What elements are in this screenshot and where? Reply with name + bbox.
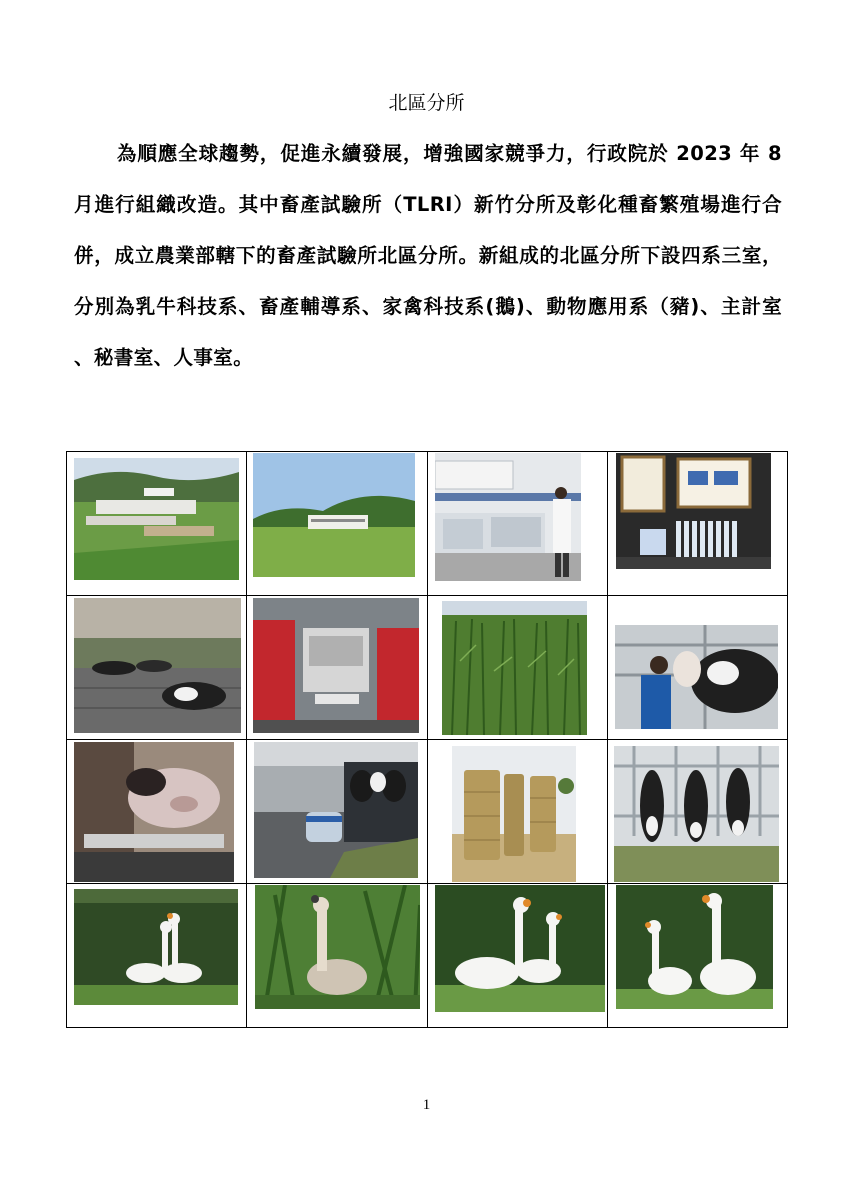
photo-cell: [67, 884, 247, 1028]
photo-cell: [67, 452, 247, 596]
photo-cell: [247, 884, 427, 1028]
body-paragraph: 為順應全球趨勢，促進永續發展，增強國家競爭力，行政院於 2023 年 8 月進行組織改造。其中畜產試驗所（TLRI）新竹分所及彰化種畜繁殖場進行合併，成立農業部轄下的畜產試驗所北區分所。新組成的北區分所下設四系三室，分別為乳牛科技系、畜產輔導系、家禽科技系(鵝)、動物應用系（豬)、主計室 、秘書室、人事室。: [74, 142, 782, 369]
body-text: [74, 128, 782, 383]
photo-row: [67, 740, 788, 884]
milking-robot-photo: [253, 598, 419, 733]
page-number: 1: [422, 1097, 431, 1113]
photo-row: [67, 596, 788, 740]
photo-cell: [247, 452, 427, 596]
geese-standing-photo: [616, 885, 773, 1009]
campus-field-photo: [253, 453, 415, 577]
photo-cell: [247, 596, 427, 740]
photo-grid: [66, 451, 788, 1028]
photo-row: [67, 884, 788, 1028]
photo-cell: [607, 452, 787, 596]
geese-white-pair-photo: [435, 885, 605, 1012]
feeding-robot-photo: [254, 742, 418, 878]
cow-barn-photo: [74, 598, 241, 733]
photo-row: [67, 452, 788, 596]
photo-cell: [427, 596, 607, 740]
photo-cell: [67, 740, 247, 884]
geese-pair-hedge-photo: [74, 889, 238, 1005]
goose-in-grass-photo: [255, 885, 420, 1009]
photo-cell: [427, 452, 607, 596]
photo-cell: [607, 884, 787, 1028]
photo-cell: [427, 740, 607, 884]
photo-cell: [247, 740, 427, 884]
page-title: 北區分所: [388, 92, 465, 114]
cows-feeding-photo: [614, 746, 779, 882]
certificate-display-photo: [616, 453, 771, 569]
laboratory-photo: [435, 453, 581, 581]
photo-cell: [607, 596, 787, 740]
photo-cell: [67, 596, 247, 740]
photo-cell: [607, 740, 787, 884]
photo-cell: [427, 884, 607, 1028]
hay-bales-photo: [452, 746, 576, 882]
vet-with-cow-photo: [615, 625, 778, 729]
cow-closeup-photo: [74, 742, 234, 882]
corn-field-photo: [442, 601, 587, 735]
campus-aerial-photo: [74, 458, 239, 580]
